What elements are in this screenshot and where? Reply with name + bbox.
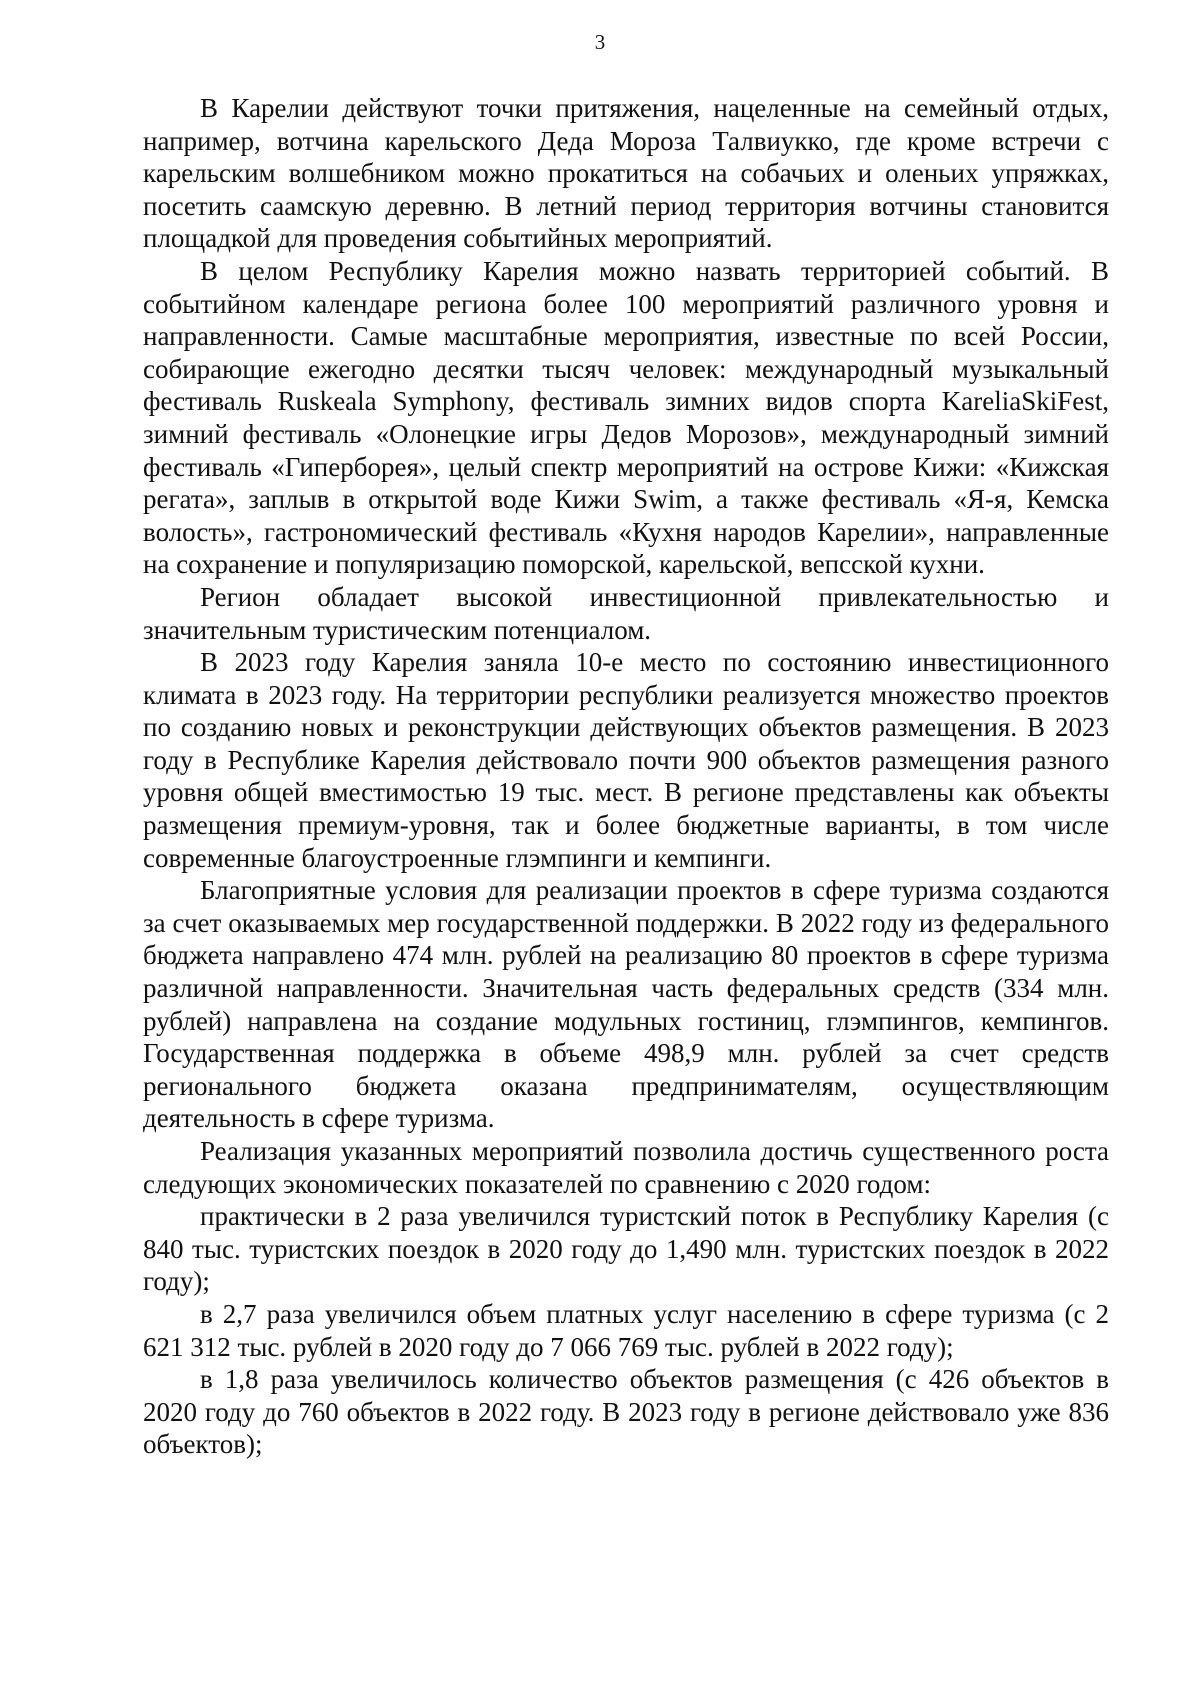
list-item-tourist-flow: практически в 2 раза увеличился туристский поток в Республику Карелия (с 840 тыс. туристских поездок в 2020 году до 1,490 млн. туристских поездок в 2022 году); xyxy=(143,1201,1109,1297)
paragraph-state-support: Благоприятные условия для реализации проектов в сфере туризма создаются за счет оказываемых мер государственной поддержки. В 2022 году из федерального бюджета направлено 474 млн. рублей на реализацию 80 проектов в сфере туризма различной направленности. Значительная часть федеральных средств (334 млн. рублей) направлена на создание модульных гостиниц, глэмпингов, кемпингов. Государственная поддержка в объеме 498,9 млн. рублей за счет средств регионального бюджета оказана предпринимателям, осуществляющим деятельность в сфере туризма. xyxy=(143,875,1109,1134)
paragraph-events: В целом Республику Карелия можно назвать территорией событий. В событийном календаре региона более 100 мероприятий различного уровня и направленности. Самые масштабные мероприятия, известные по всей России, собирающие ежегодно десятки тысяч человек: международный музыкальный фестиваль Ruskeala Symphony, фестиваль зимних видов спорта KareliaSkiFest, зимний фестиваль «Олонецкие игры Дедов Морозов», международный зимний фестиваль «Гиперборея», целый спектр мероприятий на острове Кижи: «Кижская регата», заплыв в открытой воде Кижи Swim, а также фестиваль «Я-я, Кемска волость», гастрономический фестиваль «Кухня народов Карелии», направленные на сохранение и популяризацию поморской, карельской, вепсской кухни. xyxy=(143,255,1109,580)
list-item-accommodation: в 1,8 раза увеличилось количество объектов размещения (с 426 объектов в 2020 году до 760 объектов в 2022 году. В 2023 году в регионе действовало уже 836 объектов); xyxy=(143,1364,1109,1460)
paragraph-investment-climate: В 2023 году Карелия заняла 10-е место по состоянию инвестиционного климата в 2023 году. На территории республики реализуется множество проектов по созданию новых и реконструкции действующих объектов размещения. В 2023 году в Республике Карелия действовало почти 900 объектов размещения разного уровня общей вместимостью 19 тыс. мест. В регионе представлены как объекты размещения премиум-уровня, так и более бюджетные варианты, в том числе современные благоустроенные глэмпинги и кемпинги. xyxy=(143,647,1109,873)
page-number: 3 xyxy=(594,30,606,54)
paragraph-family-attractions: В Карелии действуют точки притяжения, нацеленные на семейный отдых, например, вотчина карельского Деда Мороза Талвиукко, где кроме встречи с карельским волшебником можно прокатиться на собачьих и оленьих упряжках, посетить саамскую деревню. В летний период территория вотчины становится площадкой для проведения событийных мероприятий. xyxy=(143,93,1109,254)
document-body xyxy=(143,92,1109,1461)
list-item-paid-services: в 2,7 раза увеличился объем платных услуг населению в сфере туризма (с 2 621 312 тыс. рублей в 2020 году до 7 066 769 тыс. рублей в 2022 году); xyxy=(143,1298,1109,1362)
paragraph-investment-appeal: Регион обладает высокой инвестиционной привлекательностью и значительным туристическим потенциалом. xyxy=(143,581,1109,645)
paragraph-results-intro: Реализация указанных мероприятий позволила достичь существенного роста следующих экономических показателей по сравнению с 2020 годом: xyxy=(143,1136,1109,1199)
